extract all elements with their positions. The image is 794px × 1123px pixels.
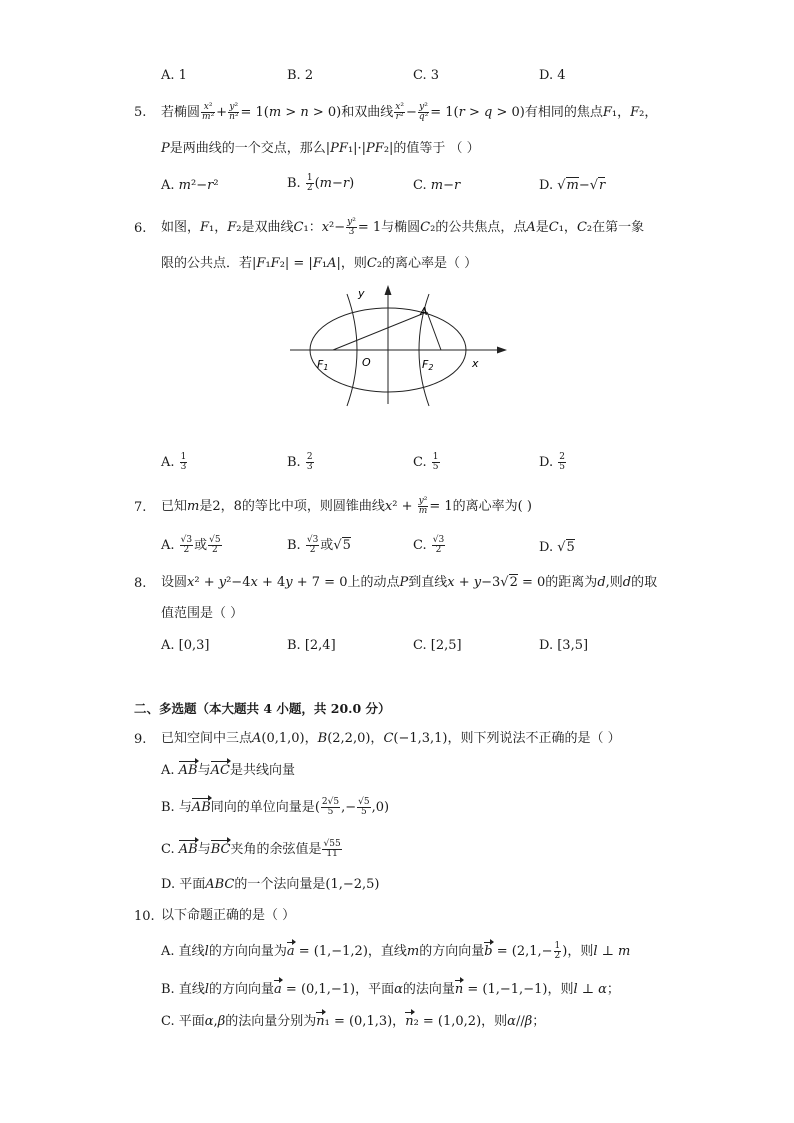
q4-option-d: D. 4 — [539, 68, 566, 83]
q9-option-d: D. 平面ABC的一个法向量是(1,−2,5) — [161, 877, 380, 892]
q9-option-a: A. AB与AC是共线向量 — [161, 763, 295, 778]
q5-number: 5. — [134, 105, 147, 120]
q7-option-c: C. $\frac{√3}{2}$ — [413, 535, 445, 555]
x-axis-arrow — [497, 347, 507, 354]
q9-option-b: B. 与AB同向的单位向量是( $\frac{2√5}{5}$ ,− $\frac{√5}{5}$ ,0) — [161, 797, 390, 817]
q9-number: 9. — [134, 732, 147, 747]
q4-option-b: B. 2 — [287, 68, 314, 83]
q5-option-c: C. m−r — [413, 178, 461, 193]
q6-number: 6. — [134, 221, 147, 236]
label-f1: F1 — [317, 358, 329, 372]
q8-number: 8. — [134, 576, 147, 591]
segment-f1-a — [333, 312, 427, 350]
q5-line2: P是两曲线的一个交点，那么|PF₁|·|PF₂|的值等于 （ ） — [161, 141, 480, 156]
q6-option-a: A. $\frac{1}{3}$ — [161, 452, 187, 472]
label-y: y — [358, 287, 365, 300]
q10-option-b: B. 直线l的方向向量a = (0,1,−1)，平面α的法向量n = (1,−1,−1)，则l ⊥ α； — [161, 982, 620, 997]
q6-line2: 限的公共点．若|F₁F₂| = |F₁A|，则C₂的离心率是（ ） — [161, 256, 478, 271]
q10-option-a: A. 直线l的方向向量为a = (1,−1,2)，直线m的方向向量b = (2,1,− $\frac{1}{2}$ )，则l ⊥ m — [161, 941, 631, 961]
label-a: A — [420, 305, 428, 318]
ellipse-hyperbola-figure — [285, 282, 510, 407]
q9-line1: 已知空间中三点A(0,1,0)，B(2,2,0)，C(−1,3,1)，则下列说法不正确的是（ ） — [161, 731, 621, 746]
q7-option-d: D. √5 — [539, 540, 575, 555]
q6-option-b: B. $\frac{2}{3}$ — [287, 452, 313, 472]
q8-option-d: D. [3,5] — [539, 638, 589, 653]
q8-option-b: B. [2,4] — [287, 638, 336, 653]
q5-line1: 若椭圆 $\frac{\text{x²}}{\text{m²}}$ + $\frac{\text{y²}}{\text{n²}}$ = 1(m > n > 0)和双曲线 $\frac{\text{x²}}{\text{r²}}$ − $\frac{\text{y²}}{\text{q²}}$ = 1(r > q > 0)有相同的焦点F₁，F₂， — [161, 102, 658, 122]
q5-option-d: D. √m−√r — [539, 178, 606, 193]
q4-option-c: C. 3 — [413, 68, 440, 83]
q6-option-d: D. $\frac{2}{5}$ — [539, 452, 565, 472]
q9-option-c: C. AB与BC夹角的余弦值是 $\frac{√55}{11}$ — [161, 839, 341, 859]
q10-line1: 以下命题正确的是（ ） — [161, 908, 296, 923]
q5-option-b: B. $\frac{1}{2}$ (m−r) — [287, 173, 355, 193]
q7-number: 7. — [134, 500, 147, 515]
q7-option-b: B. $\frac{√3}{2}$ 或√5 — [287, 535, 351, 555]
q10-option-c: C. 平面α,β的法向量分别为n₁ = (0,1,3)，n₂ = (1,0,2)，则α//β； — [161, 1014, 546, 1029]
label-o: O — [362, 356, 371, 369]
q8-line1: 设圆x² + y²−4x + 4y + 7 = 0上的动点P到直线x + y−3√2 = 0的距离为d,则d的取 — [161, 575, 658, 590]
q8-option-a: A. [0,3] — [161, 638, 210, 653]
q7-line1: 已知m是2，8的等比中项，则圆锥曲线x² + $\frac{\text{y²}}{m}$ = 1的离心率为( ) — [161, 496, 532, 516]
q10-number: 10. — [134, 909, 155, 924]
q6-option-c: C. $\frac{1}{5}$ — [413, 452, 439, 472]
section-heading-multiple-choice: 二、多选题（本大题共 4 小题，共 20.0 分） — [134, 701, 391, 716]
q6-line1: 如图，F₁，F₂是双曲线C₁：x²− $\frac{\text{y²}}{3}$ = 1与椭圆C₂的公共焦点，点A是C₁，C₂在第一象 — [161, 217, 645, 237]
q8-line2: 值范围是（ ） — [161, 606, 244, 621]
q4-option-a: A. 1 — [161, 68, 187, 83]
q8-option-c: C. [2,5] — [413, 638, 462, 653]
label-f2: F2 — [422, 358, 434, 372]
label-x: x — [472, 357, 479, 370]
q5-option-a: A. m²−r² — [161, 178, 219, 193]
q7-option-a: A. $\frac{√3}{2}$ 或 $\frac{√5}{2}$ — [161, 535, 221, 555]
y-axis-arrow — [385, 285, 392, 295]
